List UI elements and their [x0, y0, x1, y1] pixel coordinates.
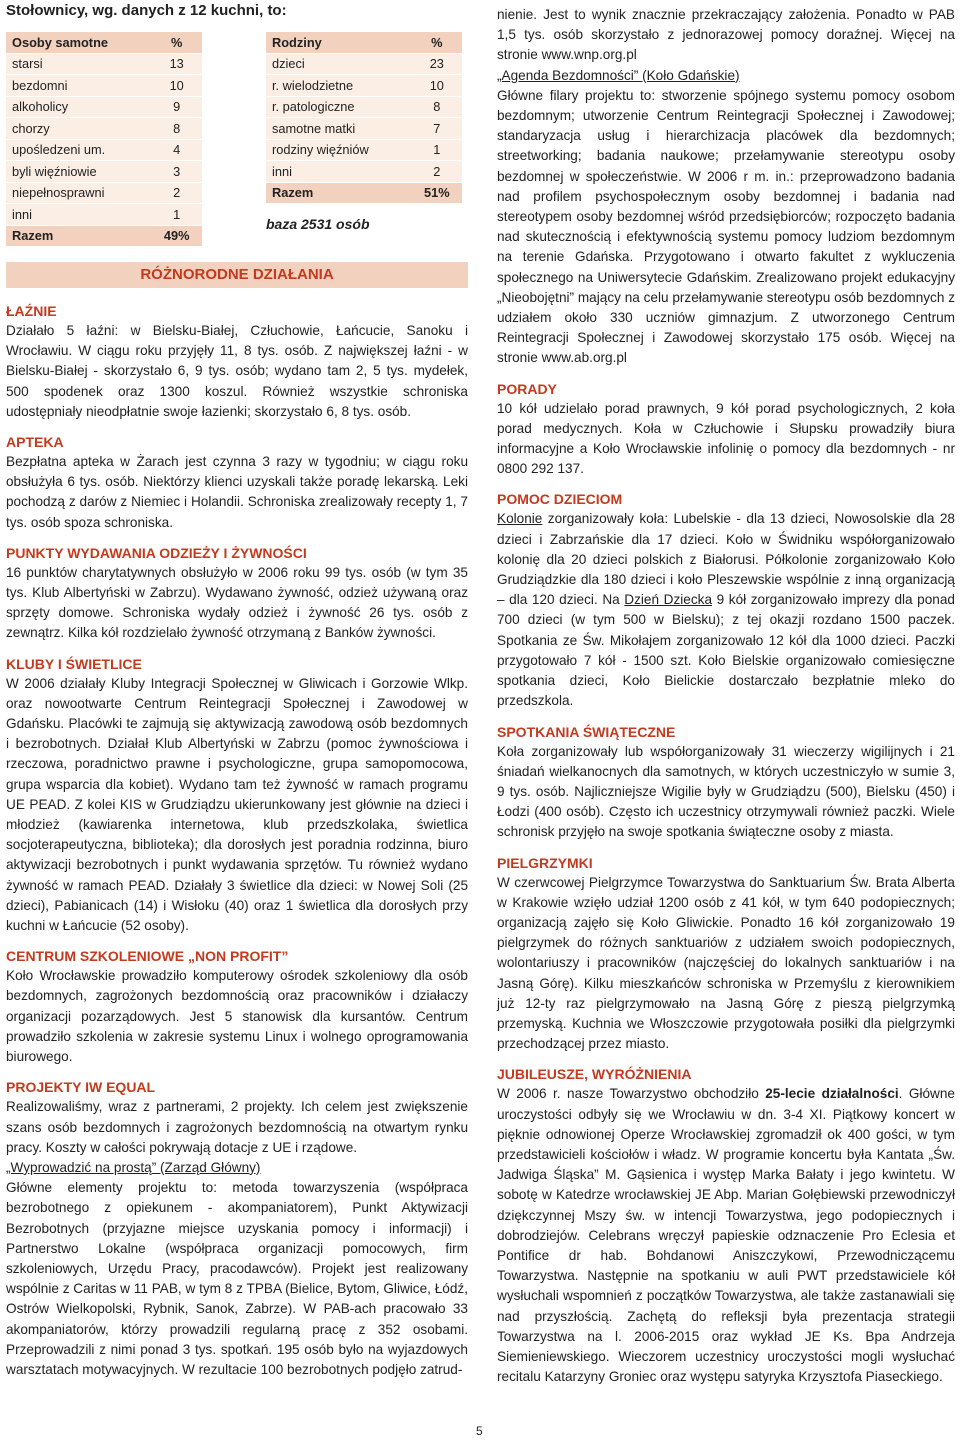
table-total-row	[6, 225, 202, 247]
anniversary-highlight: 25-lecie działalności	[765, 1086, 899, 1102]
table-value-cell: %	[412, 32, 462, 53]
jubileusze-text: W 2006 r. nasze Towarzystwo obchodziło 25-lecie działalności. Główne uroczystości odbyły się we Wrocławiu w dn. 3-4 XI. Piątkowy koncert w pięknie odnowionej Operze Wrocławskiej zgromadził ok 400 gości, w tym przedstawicieli kościołów i władz. W programie koncertu była Kantata „Św. Jadwiga Śląska” M. Gąsienica i występ Marka Bałaty i jego kwintetu. W sobotę w Katedrze wrocławskiej JE Abp. Marian Gołębiewski przewodniczył dziękczynnej Mszy św. w intencji Towarzystwa, jego podopiecznych i dobrodziejów. Celebrans wręczył papieskie odznaczenie Pro Eclesia et Pontifice dr hab. Bohdanowi Aniszczykowi, Przewodniczącemu Towarzystwa. Następnie na spotkaniu w auli PWT przedstawiciele kół wysłuchali wspomnień z początków Towarzystwa, ale także zastanawiali się nad przyszłością. Zachętą do refleksji była prezentacja strategii Towarzystwa na l. 2006-2015 oraz wykład JE Ks. Bpa Andrzeja Siemieniewskiego. Wieczorem uczestnicy uroczystości mogli wysłuchać recitalu Katarzyny Groniec oraz występu satyryka Krzysztofa Piaseckiego.	[497, 1086, 955, 1385]
table-label-cell: alkoholicy	[6, 96, 151, 118]
table-value-cell: 8	[151, 118, 202, 140]
table-label-cell: Razem	[266, 182, 412, 204]
table-label-cell: Rodziny	[266, 32, 412, 53]
porady-text: 10 kół udzielało porad prawnych, 9 kół porad psychologicznych, 2 koła porad medycznych. Koła w Człuchowie i Słupsku prowadziły biura informacyjne a Koło Wrocławskie infolinię o pomocy dla bezdomnych - nr 0800 292 137.	[497, 400, 955, 477]
table-row	[266, 75, 462, 97]
pomoc-text: Kolonie zorganizowały koła: Lubelskie - dla 13 dzieci, Nowosolskie dla 28 dzieci i Zabrzańskie dla 17 dzieci. Koło w Świdniku współorganizowało kolonię dla 20 dzieci polskich z Białorusi. Półkolonie zorganizowało Koło Grudziądzkie dla 180 dzieci i koło Pleszewskie wspólnie z inną organizacją – dla 120 dzieci. Na Dzień Dziecka 9 kół zorganizowało imprezy dla ponad 700 dzieci (w tym 500 w Bielsku); z tej okazji rozdano 1500 paczek. Spotkania ze Św. Mikołajem zorganizowało 12 kół dla 1000 dzieci. Paczki przygotowało 7 kół - 1500 szt. Koło Bielskie organizowało comiesięczne spotkania dzieci, Koło Bielickie dostarczało bezpłatnie mleko do przedszkola.	[497, 511, 955, 709]
table-label-cell: rodziny więźniów	[266, 139, 412, 161]
table-label-cell: Razem	[6, 225, 151, 247]
table-value-cell: 9	[151, 96, 202, 118]
table-value-cell: 13	[151, 53, 202, 75]
left-column	[6, 301, 468, 1380]
table-label-cell: r. wielodzietne	[266, 75, 412, 97]
families-table	[266, 32, 462, 204]
table-row	[266, 53, 462, 75]
equal-text: Realizowaliśmy, wraz z partnerami, 2 projekty. Ich celem jest zwiększenie szans osób bezdomnych i zagrożonych bezdomnością na otwartym rynku pracy. Koszty w całości pokrywają dotacje z UE i rządowe.	[6, 1099, 468, 1155]
table-label-cell: Osoby samotne	[6, 32, 151, 53]
heading-laznie: ŁAŹNIE	[6, 303, 57, 319]
table-label-cell: upośledzeni um.	[6, 139, 151, 161]
right-column	[497, 5, 955, 1387]
table-label-cell: chorzy	[6, 118, 151, 140]
heading-jubileusze: JUBILEUSZE, WYRÓŻNIENIA	[497, 1066, 692, 1083]
table-row	[6, 75, 202, 97]
table-row	[266, 118, 462, 140]
table-value-cell: 49%	[151, 225, 202, 247]
heading-punkty: PUNKTY WYDAWANIA ODZIEŻY I ŻYWNOŚCI	[6, 544, 307, 561]
table-label-cell: dzieci	[266, 53, 412, 75]
table-row	[266, 161, 462, 183]
table-value-cell: 2	[412, 161, 462, 183]
table-row	[6, 182, 202, 204]
spotkania-text: Koła zorganizowały lub współorganizowały 31 wieczerzy wigilijnych i 21 śniadań wielkanocnych dla samotnych, w których uczestniczyło w sumie 3, 9 tys. osób. Najliczniejsze Wigilie były w Grudziądzu (500), Bielsku (450) i Łodzi (400 osób). Często ich uczestnicy otrzymywali również paczki. Wiele schronisk przyjęło na swoje spotkania świąteczne osoby z miasta.	[497, 743, 955, 840]
table-header-row	[6, 32, 202, 53]
heading-centrum: CENTRUM SZKOLENIOWE „NON PROFIT”	[6, 948, 289, 965]
table-value-cell: %	[151, 32, 202, 53]
table-row	[266, 96, 462, 118]
heading-kluby: KLUBY I ŚWIETLICE	[6, 655, 142, 672]
heading-pielgrzymki: PIELGRZYMKI	[497, 854, 593, 871]
dzien-dziecka-term: Dzień Dziecka	[624, 592, 713, 608]
page-number: 5	[476, 1424, 483, 1438]
table-value-cell: 1	[412, 139, 462, 161]
agenda-title: „Agenda Bezdomności” (Koło Gdańskie)	[497, 67, 740, 83]
table-label-cell: starsi	[6, 53, 151, 75]
table-value-cell: 4	[151, 139, 202, 161]
heading-pomoc-dzieciom: POMOC DZIECIOM	[497, 491, 623, 508]
table-row	[6, 53, 202, 75]
table-value-cell: 51%	[412, 182, 462, 204]
table-label-cell: bezdomni	[6, 75, 151, 97]
table-value-cell: 10	[151, 75, 202, 97]
table-row	[6, 96, 202, 118]
laznie-text: Działało 5 łaźni: w Bielsku-Białej, Człuchowie, Łańcucie, Sanoku i Wrocławiu. W ciągu roku przyjęły 11, 8 tys. osób. Z największej łaźni - w Bielsku-Białej - skorzystało 6, 9 tys. osób; wydano tam 2, 5 tys. mydełek, 500 spodenek oraz 1300 koszul. Również wszystkie schroniska udostępniały nieodpłatnie swoje łazienki; skorzystało 6, 8 tys. osób.	[6, 323, 468, 419]
single-persons-table	[6, 32, 202, 247]
table-row	[266, 139, 462, 161]
table-value-cell: 23	[412, 53, 462, 75]
table-row	[6, 139, 202, 161]
continuation-text: nienie. Jest to wynik znacznie przekraczający założenia. Ponadto w PAB 1,5 tys. osób skorzystało z jednorazowej pomocy doraźnej. Więcej na stronie www.wnp.org.pl	[497, 7, 955, 63]
table-label-cell: niepełnosprawni	[6, 182, 151, 204]
heading-spotkania: SPOTKANIA ŚWIĄTECZNE	[497, 723, 676, 740]
apteka-text: Bezpłatna apteka w Żarach jest czynna 3 razy w tygodniu; w ciągu roku obsłużyła 6 tys. osób. Niektórzy klienci uzyskali także poradę lekarską. Leki pochodzą z darów z Niemiec i Holandii. Schroniska zrealizowały recepty 1, 7 tys. osób spoza schroniska.	[6, 454, 468, 530]
base-count: baza 2531 osób	[266, 216, 370, 232]
table-label-cell: samotne matki	[266, 118, 412, 140]
section-banner: RÓŻNORODNE DZIAŁANIA	[6, 262, 468, 288]
equal-project-text: Główne elementy projektu to: metoda towarzyszenia (współpraca bezrobotnego z opiekunem - akompaniatorem), Punkt Aktywizacji Bezrobotnych (przyjazne miejsce uzyskania pomocy i informacji) i Partnerstwo Lokalne (współpraca organizacji pomocowych, firm szkoleniowych, Urzędu Pracy, pracodawców). Projekt jest realizowany wspólnie z Caritas w 11 PAB, w tym 8 z TPBA (Bielice, Bytom, Gliwice, Łódź, Ostrów Wielkopolski, Rybnik, Sanok, Zabrze). W PAB-ach pracowało 33 akompaniatorów, którzy prowadzili regularną pracę z 352 osobami. Przeprowadzili z nimi ponad 3 tys. spotkań. 195 osób było na wyjazdowych warsztatach motywacyjnych. W rezultacie 100 bezrobotnych podjęło zatrud-	[6, 1180, 468, 1377]
heading-apteka: APTEKA	[6, 434, 64, 451]
kluby-text: W 2006 działały Kluby Integracji Społecznej w Gliwicach i Gorzowie Wlkp. oraz nowootwarte Centrum Reintegracji Społecznej i Zawodowej w Gdańsku. Placówki te zajmują się aktywizacją zawodową osób bezdomnych i bezrobotnych. Działał Klub Albertyński w Zabrzu (pomoc żywnościowa i rzeczowa, poradnictwo prawne i psychologiczne, grupa samopomocowa, grupa wsparcia dla kobiet). Wydano tam też żywność w ramach programu UE PEAD. Z kolei KIS w Grudziądzu ukierunkowany jest głównie na dzieci i młodzież (kawiarenka internetowa, klub przedszkolaka, świetlica socjoterapeutyczna, biblioteka); dla dorosłych jest poradnia rodzinna, biuro aktywizacji bezrobotnych i punkt wydawania sprzętów. Tu również wydano żywność w ramach PEAD. Działały 3 świetlice dla dzieci: w Nowej Soli (25 dzieci), Pabianicach (14) i Wisłoku (40) oraz 1 świetlica dla dorosłych przy kuchni w Łańcucie (52 osoby).	[6, 675, 468, 934]
equal-project-title: „Wyprowadzić na prostą” (Zarząd Główny)	[6, 1159, 261, 1175]
pielgrzymki-text: W czerwcowej Pielgrzymce Towarzystwa do Sanktuarium Św. Brata Alberta w Krakowie wzięło udział 1200 osób z 41 kół, w tym 640 podopiecznych; organizacją zajęło się Koło Gliwickie. Ponadto 16 kół zorganizowało 19 pielgrzymek do różnych sanktuariów z udziałem swoich podopiecznych, wolontariuszy i pracowników (najczęściej do lokalnych sanktuariów i na Jasną Górę). Kilku mieszkańców schroniska w Przemyślu z kierownikiem już 12-ty raz pielgrzymowało na Jasną Górę z pieszą pielgrzymką przemyską. Kuchnia we Włoszczowie przygotowała posiłki dla pielgrzymki przechodzącej przez miasto.	[497, 874, 955, 1052]
agenda-text: Główne filary projektu to: stworzenie spójnego systemu pomocy osobom bezdomnym; utworzenie Centrum Reintegracji Społecznej i Zawodowej; standaryzacja usług i hierarchizacja placówek dla bezdomnych; streetworking; badania naukowe; przełamywanie stereotypu osoby bezdomnej w społeczeństwie. W 2006 r m. in.: przeprowadzono badania nad profilem psychospołecznym osoby bezdomnej i badania nad stereotypem osoby bezdomnej wśród przedsiębiorców; rozpoczęto badania nad skutecznością i efektywnością systemu pomocy ludziom bezdomnym na terenie Gdańska. Przygotowano i otwarto fakultet z wykluczenia społecznego na Uniwersytecie Gdańskim. Zrealizowano projekt edukacyjny „Nieobojętni” mający na celu przełamywanie stereotypu osób bezdomnych z udziałem około 330 uczniów gimnazjum. Z utworzonego Centrum Reintegracji Społecznej i Zawodowej skorzystało 175 osób. Więcej na stronie www.ab.org.pl	[497, 87, 955, 366]
heading-equal: PROJEKTY IW EQUAL	[6, 1079, 156, 1096]
heading-porady: PORADY	[497, 380, 557, 397]
punkty-text: 16 punktów charytatywnych obsłużyło w 2006 roku 99 tys. osób (w tym 35 tys. Klub Albertyński w Zabrzu). Wydawano żywność, odzież używaną oraz sprzęty domowe. Schroniska wydały odzież i żywność 26 tys. osób z zewnątrz. Kilka kół rozdzielało żywność otrzymaną z Banków żywności.	[6, 564, 468, 641]
table-label-cell: byli więźniowie	[6, 161, 151, 183]
table-label-cell: inni	[266, 161, 412, 183]
table-value-cell: 10	[412, 75, 462, 97]
table-value-cell: 2	[151, 182, 202, 204]
table-value-cell: 7	[412, 118, 462, 140]
table-row	[6, 118, 202, 140]
table-row	[6, 161, 202, 183]
table-header-row	[266, 32, 462, 53]
table-value-cell: 8	[412, 96, 462, 118]
table-total-row	[266, 182, 462, 204]
kolonie-term: Kolonie	[497, 511, 543, 527]
table-value-cell: 1	[151, 204, 202, 226]
centrum-text: Koło Wrocławskie prowadziło komputerowy ośrodek szkoleniowy dla osób bezdomnych, zagrożonych bezdomnością oraz pracowników i działaczy organizacji pozarządowych. Jest 5 stanowisk dla kursantów. Centrum prowadziło szkolenia w zakresie systemu Linux i wolnego oprogramowania biurowego.	[6, 968, 468, 1065]
table-label-cell: inni	[6, 204, 151, 226]
table-label-cell: r. patologiczne	[266, 96, 412, 118]
table-row	[6, 204, 202, 226]
table-value-cell: 3	[151, 161, 202, 183]
page-title: Stołownicy, wg. danych z 12 kuchni, to:	[6, 2, 287, 19]
